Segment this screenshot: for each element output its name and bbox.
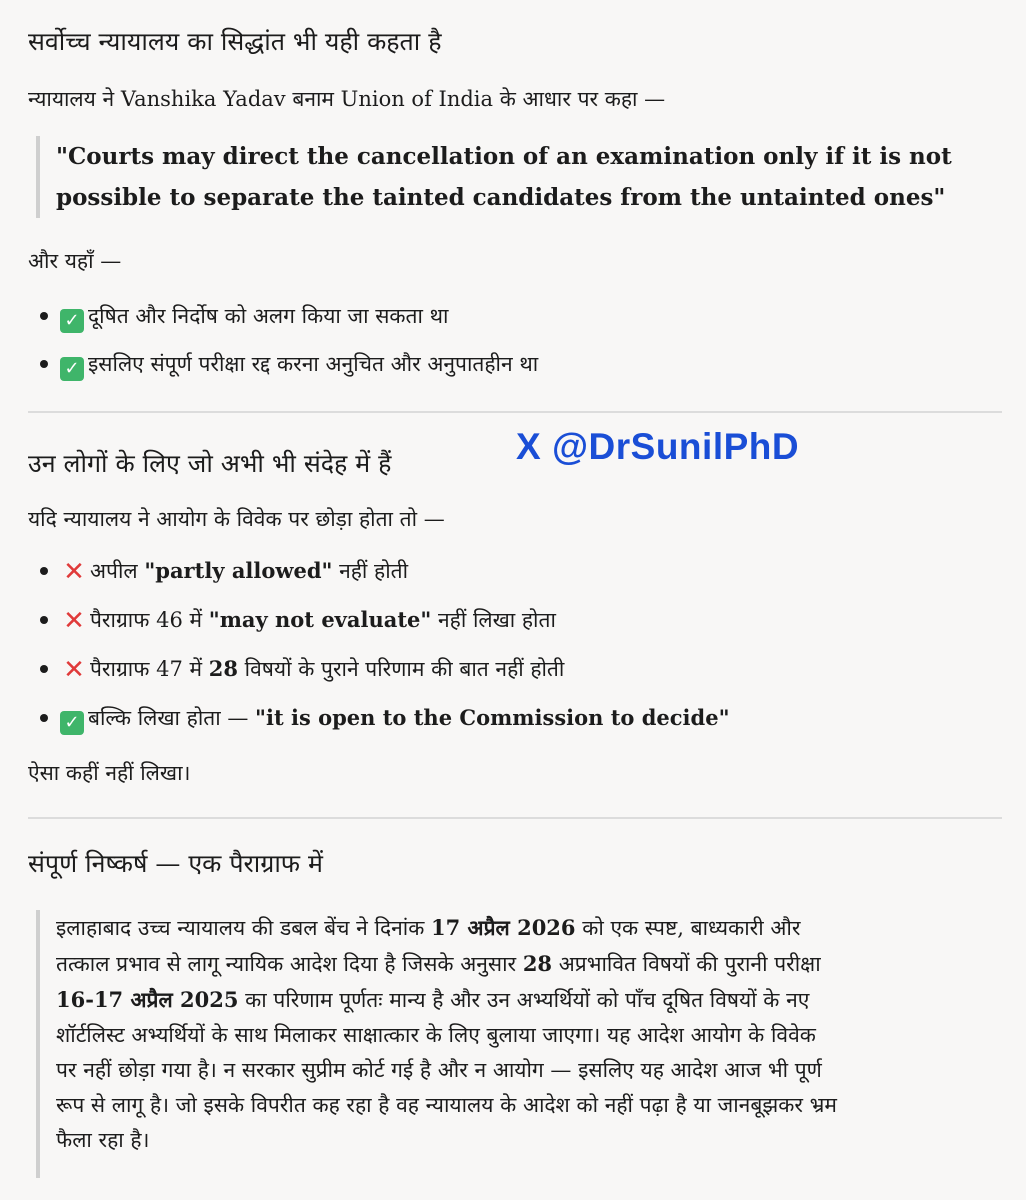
bullet: [40, 567, 48, 575]
bullet: [40, 714, 48, 722]
paragraph-line: तत्काल प्रभाव से लागू न्यायिक आदेश दिया है जिसके अनुसार 28 अप्रभावित विषयों की पुरानी परीक्षा: [56, 951, 821, 976]
check-icon: ✓: [60, 711, 84, 735]
list-item: ✕ अपील "partly allowed" नहीं होती: [28, 547, 730, 596]
list-item: ✕ पैराग्राफ 46 में "may not evaluate" नहीं लिखा होता: [28, 596, 730, 645]
intro-text: यदि न्यायालय ने आयोग के विवेक पर छोड़ा होता तो —: [28, 507, 445, 531]
section-heading: उन लोगों के लिए जो अभी भी संदेह में हैं: [28, 449, 392, 478]
bullet: [40, 360, 48, 368]
list-item: ✓ इसलिए संपूर्ण परीक्षा रद्द करना अनुचित और अनुपातहीन था: [28, 340, 538, 388]
paragraph-line: इलाहाबाद उच्च न्यायालय की डबल बेंच ने दिनांक 17 अप्रैल 2026 को एक स्पष्ट, बाध्यकारी और: [56, 915, 801, 940]
paragraph-line: पर नहीं छोड़ा गया है। न सरकार सुप्रीम कोर्ट गई है और न आयोग — इसलिए यह आदेश आज भी पूर्ण: [56, 1058, 822, 1082]
lead-text: और यहाँ —: [28, 249, 122, 273]
bullet: [40, 312, 48, 320]
cross-icon: ✕: [63, 606, 85, 636]
paragraph-line: शॉर्टलिस्ट अभ्यर्थियों के साथ मिलाकर साक्षात्कार के लिए बुलाया जाएगा। यह आदेश आयोग के विवेक: [56, 1023, 816, 1047]
closing-text: ऐसा कहीं नहीं लिखा।: [28, 761, 191, 785]
bullet: [40, 616, 48, 624]
list-item: ✕ पैराग्राफ 47 में 28 विषयों के पुराने परिणाम की बात नहीं होती: [28, 645, 730, 694]
section-heading: सर्वोच्च न्यायालय का सिद्धांत भी यही कहता है: [28, 27, 442, 56]
paragraph-line: फैला रहा है।: [56, 1128, 150, 1152]
divider: [28, 817, 1002, 819]
cross-icon: ✕: [63, 655, 85, 685]
cross-icon: ✕: [63, 557, 85, 587]
section-heading: संपूर्ण निष्कर्ष — एक पैराग्राफ में: [28, 849, 323, 878]
bullet: [40, 665, 48, 673]
check-icon: ✓: [60, 309, 84, 333]
watermark-handle: X @DrSunilPhD: [516, 426, 800, 467]
paragraph-line: 16-17 अप्रैल 2025 का परिणाम पूर्णतः मान्य है और उन अभ्यर्थियों को पाँच दूषित विषयों के नए: [56, 987, 810, 1012]
blockquote: [36, 136, 952, 218]
quote-line: possible to separate the tainted candidates from the untainted ones": [56, 184, 946, 211]
paragraph-line: रूप से लागू है। जो इसके विपरीत कह रहा है वह न्यायालय के आदेश को नहीं पढ़ा है या जानबूझकर भ्रम: [56, 1093, 837, 1117]
reason-list: [28, 547, 730, 742]
conclusion-paragraph: [36, 910, 837, 1178]
check-list: [28, 292, 538, 388]
list-item: ✓ बल्कि लिखा होता — "it is open to the Commission to decide": [28, 694, 730, 742]
list-item: ✓ दूषित और निर्दोष को अलग किया जा सकता था: [28, 292, 538, 340]
check-icon: ✓: [60, 357, 84, 381]
intro-text: न्यायालय ने Vanshika Yadav बनाम Union of India के आधार पर कहा —: [28, 87, 666, 111]
quote-line: "Courts may direct the cancellation of an examination only if it is not: [56, 143, 952, 170]
divider: [28, 411, 1002, 413]
